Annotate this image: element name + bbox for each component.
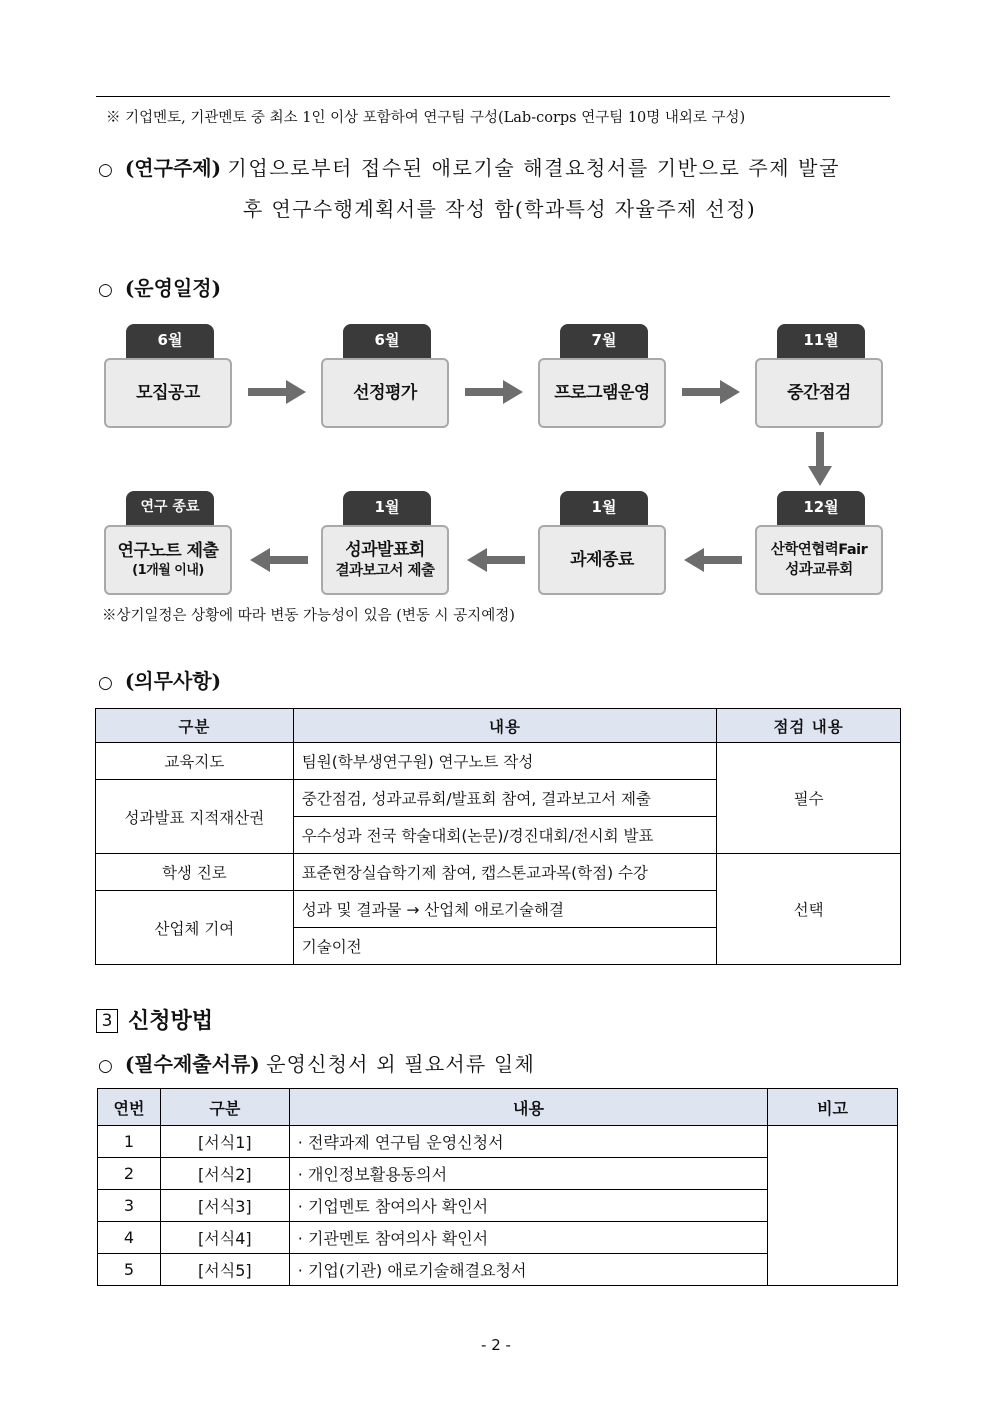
row-no: 3 bbox=[98, 1190, 161, 1222]
schedule-note: ※상기일정은 상황에 따라 변동 가능성이 있음 (변동 시 공지예정) bbox=[102, 608, 515, 624]
step-sublabel: 성과교류회 bbox=[785, 562, 853, 578]
row-content: 팀원(학부생연구원) 연구노트 작성 bbox=[293, 743, 716, 780]
step-box bbox=[104, 525, 232, 595]
arrow-down-icon bbox=[808, 432, 832, 486]
header-content: 내용 bbox=[289, 1089, 767, 1126]
row-form: [서식1] bbox=[160, 1126, 289, 1158]
step-label: 선정평가 bbox=[353, 383, 417, 403]
step-label: 중간점검 bbox=[787, 383, 851, 403]
row-content: · 기업멘토 참여의사 확인서 bbox=[289, 1190, 767, 1222]
step-box bbox=[321, 358, 449, 428]
step-box bbox=[538, 525, 666, 595]
bullet-icon: ○ bbox=[98, 673, 113, 693]
schedule-label: (운영일정) bbox=[124, 276, 222, 300]
required-docs-table bbox=[97, 1088, 898, 1286]
row-category: 산업체 기여 bbox=[96, 891, 294, 965]
research-topic-text1: 기업으로부터 접수된 애로기술 해결요청서를 기반으로 주제 발굴 bbox=[227, 156, 841, 180]
step-month-tab: 1월 bbox=[343, 491, 431, 525]
row-content: · 개인정보활용동의서 bbox=[289, 1158, 767, 1190]
check-optional: 선택 bbox=[717, 854, 901, 965]
step-sublabel: 결과보고서 제출 bbox=[335, 563, 435, 579]
step-label: 연구노트 제출 bbox=[117, 541, 219, 561]
step-box bbox=[538, 358, 666, 428]
obligations-heading bbox=[98, 665, 221, 694]
header-check: 점검 내용 bbox=[717, 709, 901, 743]
step-month-tab: 7월 bbox=[560, 324, 648, 358]
table-row bbox=[98, 1126, 898, 1158]
row-category: 성과발표 지적재산권 bbox=[96, 780, 294, 854]
schedule-heading bbox=[98, 272, 221, 301]
arrow-right-icon bbox=[682, 380, 740, 404]
row-form: [서식3] bbox=[160, 1190, 289, 1222]
row-form: [서식2] bbox=[160, 1158, 289, 1190]
section-title bbox=[96, 1004, 213, 1035]
step-label: 성과발표회 bbox=[345, 540, 425, 560]
step-label: 프로그램운영 bbox=[554, 383, 650, 403]
row-content: · 전략과제 연구팀 운영신청서 bbox=[289, 1126, 767, 1158]
step-month-tab: 12월 bbox=[777, 491, 865, 525]
arrow-left-icon bbox=[467, 548, 525, 572]
obligations-label: (의무사항) bbox=[124, 669, 222, 693]
table-row bbox=[96, 743, 901, 780]
step-month-tab: 연구 종료 bbox=[126, 491, 214, 525]
row-category: 학생 진로 bbox=[96, 854, 294, 891]
header-rule bbox=[96, 96, 890, 97]
table-header-row bbox=[98, 1089, 898, 1126]
header-form: 구분 bbox=[160, 1089, 289, 1126]
section-title-text: 신청방법 bbox=[128, 1009, 214, 1034]
research-topic-label: (연구주제) bbox=[124, 156, 222, 180]
table-header-row bbox=[96, 709, 901, 743]
step-sublabel: (1개월 이내) bbox=[132, 563, 204, 578]
row-no: 2 bbox=[98, 1158, 161, 1190]
required-docs-heading bbox=[98, 1048, 535, 1077]
step-month-tab: 6월 bbox=[343, 324, 431, 358]
bullet-icon: ○ bbox=[98, 160, 113, 180]
header-remarks: 비고 bbox=[768, 1089, 898, 1126]
row-category: 교육지도 bbox=[96, 743, 294, 780]
check-required: 필수 bbox=[717, 743, 901, 854]
step-label: 모집공고 bbox=[136, 383, 200, 403]
step-month-tab: 1월 bbox=[560, 491, 648, 525]
row-form: [서식5] bbox=[160, 1254, 289, 1286]
row-no: 5 bbox=[98, 1254, 161, 1286]
row-content: 표준현장실습학기제 참여, 캡스톤교과목(학점) 수강 bbox=[293, 854, 716, 891]
row-content: 우수성과 전국 학술대회(논문)/경진대회/전시회 발표 bbox=[293, 817, 716, 854]
step-month-tab: 6월 bbox=[126, 324, 214, 358]
step-box bbox=[321, 525, 449, 595]
row-content: 성과 및 결과물 → 산업체 애로기술해결 bbox=[293, 891, 716, 928]
row-content: · 기관멘토 참여의사 확인서 bbox=[289, 1222, 767, 1254]
team-composition-note: ※ 기업멘토, 기관멘토 중 최소 1인 이상 포함하여 연구팀 구성(Lab-corps 연구팀 10명 내외로 구성) bbox=[106, 110, 746, 126]
step-month-tab: 11월 bbox=[777, 324, 865, 358]
row-content: · 기업(기관) 애로기술해결요청서 bbox=[289, 1254, 767, 1286]
research-topic-line2: 후 연구수행계획서를 작성 함(학과특성 자율주제 선정) bbox=[243, 197, 757, 221]
step-box bbox=[104, 358, 232, 428]
obligations-table bbox=[95, 708, 901, 965]
step-label: 산학연협력Fair bbox=[770, 542, 868, 558]
remarks-cell bbox=[768, 1126, 898, 1286]
header-no: 연번 bbox=[98, 1089, 161, 1126]
step-box bbox=[755, 525, 883, 595]
row-no: 1 bbox=[98, 1126, 161, 1158]
arrow-left-icon bbox=[250, 548, 308, 572]
page-number: - 2 - bbox=[481, 1336, 511, 1354]
arrow-left-icon bbox=[684, 548, 742, 572]
header-category: 구분 bbox=[96, 709, 294, 743]
arrow-right-icon bbox=[465, 380, 523, 404]
table-row bbox=[96, 854, 901, 891]
required-docs-label: (필수제출서류) bbox=[124, 1052, 260, 1076]
row-content: 기술이전 bbox=[293, 928, 716, 965]
row-content: 중간점검, 성과교류회/발표회 참여, 결과보고서 제출 bbox=[293, 780, 716, 817]
required-docs-text: 운영신청서 외 필요서류 일체 bbox=[266, 1052, 535, 1076]
arrow-right-icon bbox=[248, 380, 306, 404]
header-content: 내용 bbox=[293, 709, 716, 743]
bullet-icon: ○ bbox=[98, 1056, 113, 1076]
section-number: 3 bbox=[96, 1009, 118, 1033]
research-topic-line1 bbox=[98, 152, 840, 181]
bullet-icon: ○ bbox=[98, 280, 113, 300]
step-box bbox=[755, 358, 883, 428]
step-label: 과제종료 bbox=[570, 550, 634, 570]
row-no: 4 bbox=[98, 1222, 161, 1254]
row-form: [서식4] bbox=[160, 1222, 289, 1254]
